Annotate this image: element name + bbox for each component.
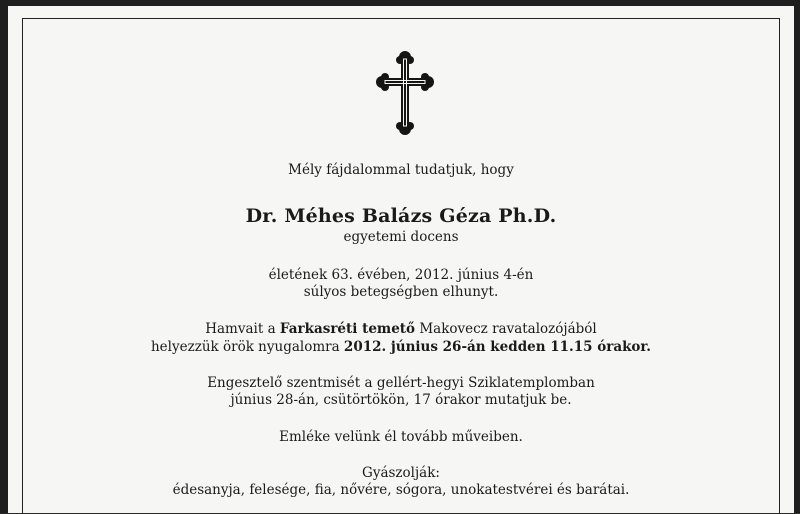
cross-icon bbox=[376, 51, 434, 135]
obituary-card bbox=[8, 6, 794, 513]
mourners-label: Gyászolják: bbox=[362, 465, 440, 481]
cemetery-name: Farkasréti temető bbox=[279, 321, 416, 337]
death-line-2: súlyos betegségben elhunyt. bbox=[303, 284, 499, 300]
burial-text: Makovecz ravatalozójából bbox=[415, 321, 597, 337]
burial-datetime: 2012. június 26-án kedden 11.15 órakor. bbox=[343, 339, 652, 355]
deceased-title: egyetemi docens bbox=[343, 229, 459, 245]
mass-line-2: június 28-án, csütörtökön, 17 órakor mutatjuk be. bbox=[230, 392, 572, 408]
mass-line-1: Engesztelő szentmisét a gellért-hegyi Sziklatemplomban bbox=[207, 375, 595, 391]
burial-line-1 bbox=[8, 321, 794, 338]
burial-text: helyezzük örök nyugalomra bbox=[150, 339, 344, 355]
memory-text: Emléke velünk él tovább műveiben. bbox=[279, 429, 523, 445]
death-line-1: életének 63. évében, 2012. június 4-én bbox=[268, 267, 534, 283]
mourners-list: édesanyja, felesége, fia, nővére, sógora, unokatestvérei és barátai. bbox=[172, 482, 630, 498]
deceased-name: Dr. Méhes Balázs Géza Ph.D. bbox=[245, 205, 557, 227]
intro-text: Mély fájdalommal tudatjuk, hogy bbox=[288, 162, 514, 178]
burial-text: Hamvait a bbox=[205, 321, 280, 337]
burial-line-2 bbox=[8, 339, 794, 356]
